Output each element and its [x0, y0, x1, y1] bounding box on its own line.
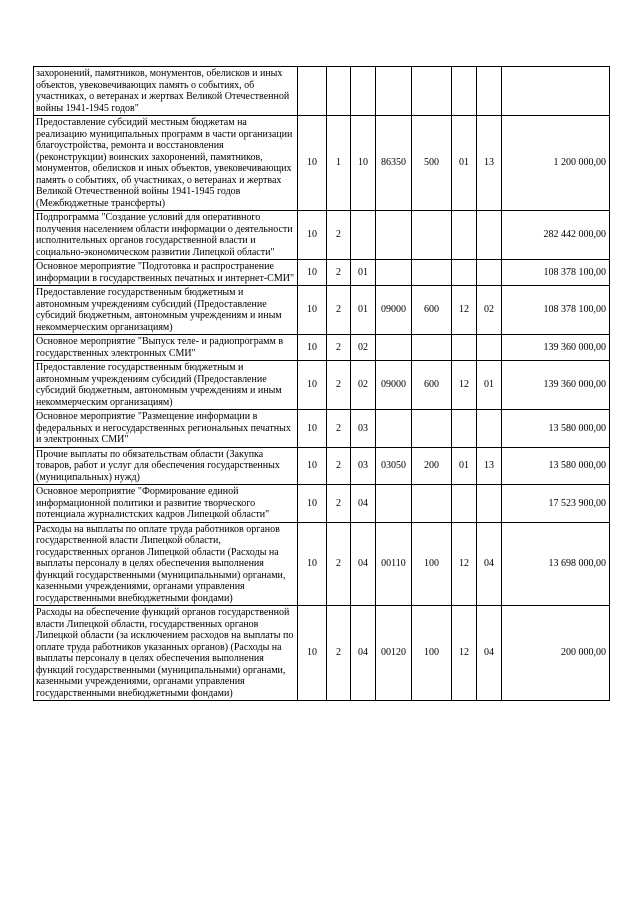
- activity-code-cell: 04: [351, 606, 376, 701]
- budget-table: [33, 66, 610, 701]
- subsection-cell: 13: [477, 116, 502, 211]
- subsection-cell: [477, 211, 502, 260]
- table-row: [34, 116, 610, 211]
- direction-code-cell: [376, 485, 412, 523]
- subsection-cell: [477, 260, 502, 286]
- amount-cell: 139 360 000,00: [502, 335, 610, 361]
- line-item-name-cell: Предоставление государственным бюджетным и автономным учреждениям субсидий (Предоставление субсидий бюджетным, автономным учреждениям и иным некоммерческим организациям): [34, 286, 298, 335]
- direction-code-cell: [376, 67, 412, 116]
- program-code-cell: 10: [298, 447, 327, 485]
- amount-cell: 1 200 000,00: [502, 116, 610, 211]
- section-cell: 01: [452, 116, 477, 211]
- line-item-name-cell: Расходы на выплаты по оплате труда работников органов государственной власти Липецкой области, государственных органов Липецкой области (Расходы на выплаты персоналу в целях обеспечения выполнения функций государственными (муниципальными) органами, казенными учреждениями, органами управления государственными внебюджетными фондами): [34, 522, 298, 606]
- subprogram-code-cell: 2: [327, 361, 351, 410]
- expense-type-cell: [412, 67, 452, 116]
- activity-code-cell: 04: [351, 522, 376, 606]
- table-row: [34, 67, 610, 116]
- line-item-name-cell: Предоставление государственным бюджетным и автономным учреждениям субсидий (Предоставление субсидий бюджетным, автономным учреждениям и иным некоммерческим организациям): [34, 361, 298, 410]
- table-row: [34, 522, 610, 606]
- program-code-cell: 10: [298, 485, 327, 523]
- direction-code-cell: [376, 410, 412, 448]
- expense-type-cell: [412, 410, 452, 448]
- expense-type-cell: 600: [412, 361, 452, 410]
- expense-type-cell: 600: [412, 286, 452, 335]
- expense-type-cell: 500: [412, 116, 452, 211]
- amount-cell: 108 378 100,00: [502, 286, 610, 335]
- subsection-cell: 04: [477, 606, 502, 701]
- subsection-cell: 01: [477, 361, 502, 410]
- activity-code-cell: 04: [351, 485, 376, 523]
- section-cell: 12: [452, 361, 477, 410]
- line-item-name-cell: захоронений, памятников, монументов, обелисков и иных объектов, увековечивающих память о событиях, об участниках, о ветеранах и жертвах Великой Отечественной войны 1941-1945 годов": [34, 67, 298, 116]
- expense-type-cell: [412, 335, 452, 361]
- line-item-name-cell: Расходы на обеспечение функций органов государственной власти Липецкой области, государственных органов Липецкой области (за исключением расходов на выплаты по оплате труда работников указанных органов) (Расходы на выплаты персоналу в целях обеспечения выполнения функций государственными (муниципальными) органами, казенными учреждениями, органами управления государственными внебюджетными фондами): [34, 606, 298, 701]
- subprogram-code-cell: [327, 67, 351, 116]
- section-cell: 12: [452, 606, 477, 701]
- table-row: [34, 447, 610, 485]
- direction-code-cell: [376, 260, 412, 286]
- program-code-cell: 10: [298, 211, 327, 260]
- subprogram-code-cell: 2: [327, 485, 351, 523]
- activity-code-cell: [351, 67, 376, 116]
- subprogram-code-cell: 2: [327, 260, 351, 286]
- amount-cell: 108 378 100,00: [502, 260, 610, 286]
- program-code-cell: 10: [298, 335, 327, 361]
- amount-cell: 139 360 000,00: [502, 361, 610, 410]
- expense-type-cell: 100: [412, 522, 452, 606]
- section-cell: [452, 67, 477, 116]
- direction-code-cell: 00120: [376, 606, 412, 701]
- subprogram-code-cell: 2: [327, 211, 351, 260]
- subprogram-code-cell: 2: [327, 447, 351, 485]
- section-cell: [452, 485, 477, 523]
- line-item-name-cell: Прочие выплаты по обязательствам области (Закупка товаров, работ и услуг для обеспечения государственных (муниципальных) нужд): [34, 447, 298, 485]
- section-cell: 01: [452, 447, 477, 485]
- program-code-cell: [298, 67, 327, 116]
- activity-code-cell: 03: [351, 410, 376, 448]
- section-cell: [452, 335, 477, 361]
- table-row: [34, 335, 610, 361]
- subsection-cell: 02: [477, 286, 502, 335]
- program-code-cell: 10: [298, 260, 327, 286]
- subprogram-code-cell: 2: [327, 522, 351, 606]
- line-item-name-cell: Основное мероприятие "Размещение информации в федеральных и негосударственных региональных печатных и электронных СМИ": [34, 410, 298, 448]
- expense-type-cell: 100: [412, 606, 452, 701]
- expense-type-cell: [412, 485, 452, 523]
- section-cell: 12: [452, 286, 477, 335]
- table-row: [34, 361, 610, 410]
- program-code-cell: 10: [298, 286, 327, 335]
- subprogram-code-cell: 2: [327, 606, 351, 701]
- expense-type-cell: [412, 211, 452, 260]
- subsection-cell: [477, 67, 502, 116]
- activity-code-cell: 02: [351, 361, 376, 410]
- line-item-name-cell: Основное мероприятие "Подготовка и распространение информации в государственных печатных и интернет-СМИ": [34, 260, 298, 286]
- amount-cell: 13 580 000,00: [502, 410, 610, 448]
- section-cell: [452, 410, 477, 448]
- program-code-cell: 10: [298, 410, 327, 448]
- subsection-cell: [477, 485, 502, 523]
- table-row: [34, 410, 610, 448]
- table-row: [34, 485, 610, 523]
- table-row: [34, 211, 610, 260]
- amount-cell: 200 000,00: [502, 606, 610, 701]
- amount-cell: [502, 67, 610, 116]
- subprogram-code-cell: 1: [327, 116, 351, 211]
- table-row: [34, 286, 610, 335]
- program-code-cell: 10: [298, 116, 327, 211]
- direction-code-cell: 09000: [376, 286, 412, 335]
- amount-cell: 282 442 000,00: [502, 211, 610, 260]
- line-item-name-cell: Предоставление субсидий местным бюджетам на реализацию муниципальных программ в части организации благоустройства, ремонта и восстановления (реконструкции) воинских захоронений, памятников, монументов, обелисков и иных объектов, увековечивающих память о событиях, об участниках, о ветеранах и жертвах Великой Отечественной войны 1941-1945 годов (Межбюджетные трансферты): [34, 116, 298, 211]
- subprogram-code-cell: 2: [327, 410, 351, 448]
- subsection-cell: 13: [477, 447, 502, 485]
- program-code-cell: 10: [298, 361, 327, 410]
- program-code-cell: 10: [298, 606, 327, 701]
- table-row: [34, 606, 610, 701]
- activity-code-cell: 03: [351, 447, 376, 485]
- subsection-cell: 04: [477, 522, 502, 606]
- line-item-name-cell: Основное мероприятие "Выпуск теле- и радиопрограмм в государственных электронных СМИ": [34, 335, 298, 361]
- line-item-name-cell: Подпрограмма "Создание условий для оперативного получения населением области информации о деятельности исполнительных органов государственной власти и социально-экономическом развитии Липецкой области": [34, 211, 298, 260]
- direction-code-cell: [376, 211, 412, 260]
- direction-code-cell: 03050: [376, 447, 412, 485]
- section-cell: [452, 260, 477, 286]
- direction-code-cell: 86350: [376, 116, 412, 211]
- table-row: [34, 260, 610, 286]
- subsection-cell: [477, 335, 502, 361]
- direction-code-cell: 00110: [376, 522, 412, 606]
- program-code-cell: 10: [298, 522, 327, 606]
- activity-code-cell: 01: [351, 260, 376, 286]
- subsection-cell: [477, 410, 502, 448]
- activity-code-cell: 01: [351, 286, 376, 335]
- activity-code-cell: 02: [351, 335, 376, 361]
- direction-code-cell: [376, 335, 412, 361]
- budget-document-page: [33, 66, 610, 701]
- amount-cell: 13 698 000,00: [502, 522, 610, 606]
- section-cell: 12: [452, 522, 477, 606]
- amount-cell: 13 580 000,00: [502, 447, 610, 485]
- activity-code-cell: 10: [351, 116, 376, 211]
- line-item-name-cell: Основное мероприятие "Формирование единой информационной политики и развитие творческого потенциала журналистских кадров Липецкой области": [34, 485, 298, 523]
- amount-cell: 17 523 900,00: [502, 485, 610, 523]
- activity-code-cell: [351, 211, 376, 260]
- budget-table-body: [34, 67, 610, 701]
- subprogram-code-cell: 2: [327, 335, 351, 361]
- direction-code-cell: 09000: [376, 361, 412, 410]
- expense-type-cell: 200: [412, 447, 452, 485]
- section-cell: [452, 211, 477, 260]
- subprogram-code-cell: 2: [327, 286, 351, 335]
- expense-type-cell: [412, 260, 452, 286]
